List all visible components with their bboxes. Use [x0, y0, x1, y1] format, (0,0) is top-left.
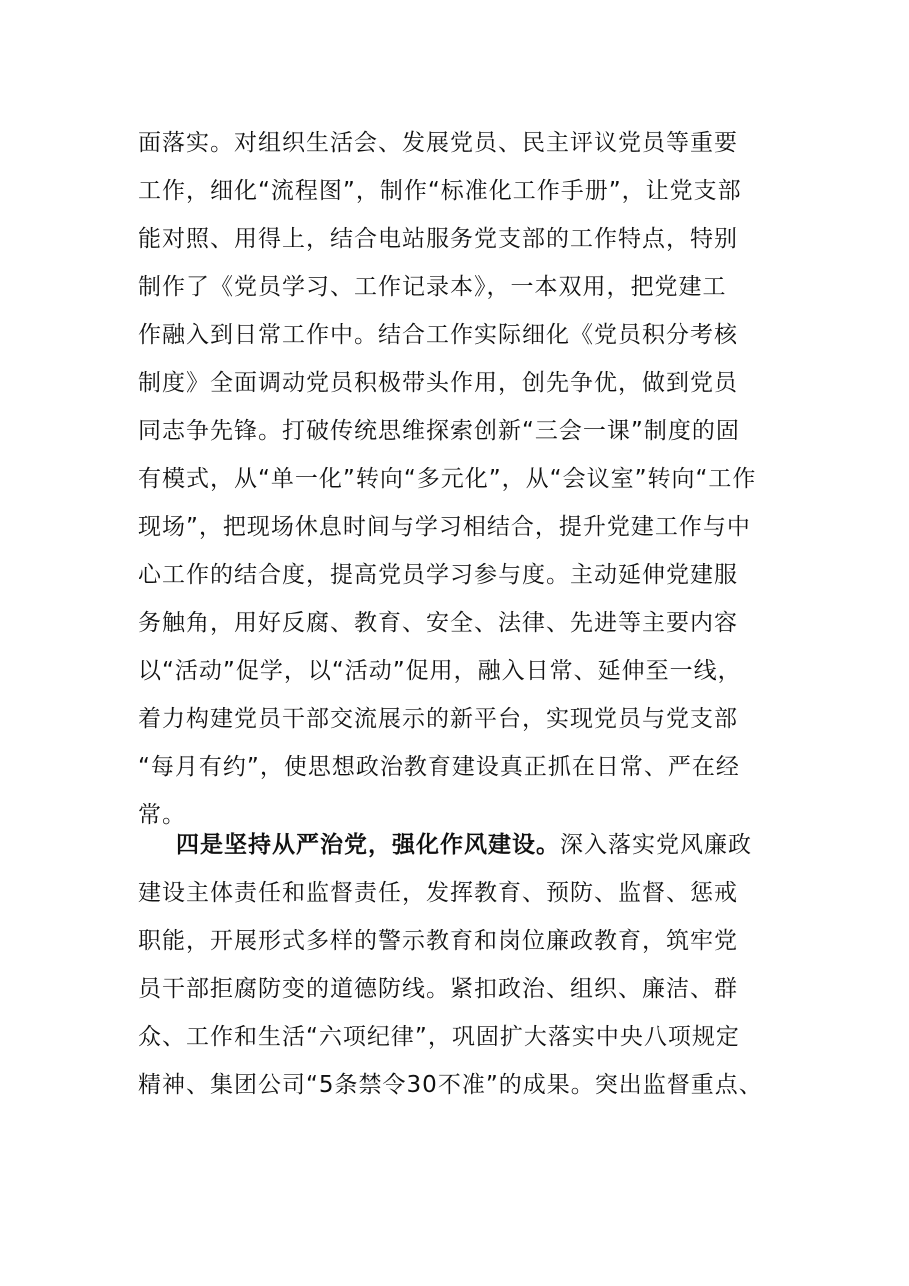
paragraph-first-line: [176, 830, 752, 860]
text-line: 制度》全面调动党员积极带头作用，创先争优，做到党员: [138, 370, 738, 396]
text-line: “每月有约”，使思想政治教育建设真正抓在日常、严在经: [138, 754, 740, 780]
text-line: 常。: [138, 802, 186, 828]
text-line: 众、工作和生活“六项纪律”，巩固扩大落实中央八项规定: [138, 1024, 740, 1050]
text-line: 心工作的结合度，提高党员学习参与度。主动延伸党建服: [138, 562, 738, 588]
text-line: 建设主体责任和监督责任，发挥教育、预防、监督、惩戒: [138, 880, 738, 906]
text-line: 作融入到日常工作中。结合工作实际细化《党员积分考核: [138, 322, 738, 348]
text-line: 以“活动”促学，以“活动”促用，融入日常、延伸至一线，: [138, 658, 742, 684]
text-line: 有模式，从“单一化”转向“多元化”，从“会议室”转向“工作: [138, 466, 757, 492]
text-line: 制作了《党员学习、工作记录本》，一本双用，把党建工: [138, 274, 727, 300]
section-heading: 四是坚持从严治党，强化作风建设。: [176, 832, 560, 858]
text-line: 员干部拒腐防变的道德防线。紧扣政治、组织、廉洁、群: [138, 976, 738, 1002]
text-line: 务触角，用好反腐、教育、安全、法律、先进等主要内容: [138, 610, 738, 636]
text-line: 工作，细化“流程图”，制作“标准化工作手册”，让党支部: [138, 178, 742, 204]
text-line: 精神、集团公司“5条禁令30不准”的成果。突出监督重点、: [138, 1072, 763, 1098]
text-line: 同志争先锋。打破传统思维探索创新“三会一课”制度的固: [138, 418, 740, 444]
text-line: 现场”，把现场休息时间与学习相结合，提升党建工作与中: [138, 514, 751, 540]
text-line: 着力构建党员干部交流展示的新平台，实现党员与党支部: [138, 706, 738, 732]
text-line: 面落实。对组织生活会、发展党员、民主评议党员等重要: [138, 130, 738, 156]
text-line: 能对照、用得上，结合电站服务党支部的工作特点，特别: [138, 226, 738, 252]
text-line: 职能，开展形式多样的警示教育和岗位廉政教育，筑牢党: [138, 928, 738, 954]
heading-line-rest: 深入落实党风廉政: [560, 832, 752, 858]
